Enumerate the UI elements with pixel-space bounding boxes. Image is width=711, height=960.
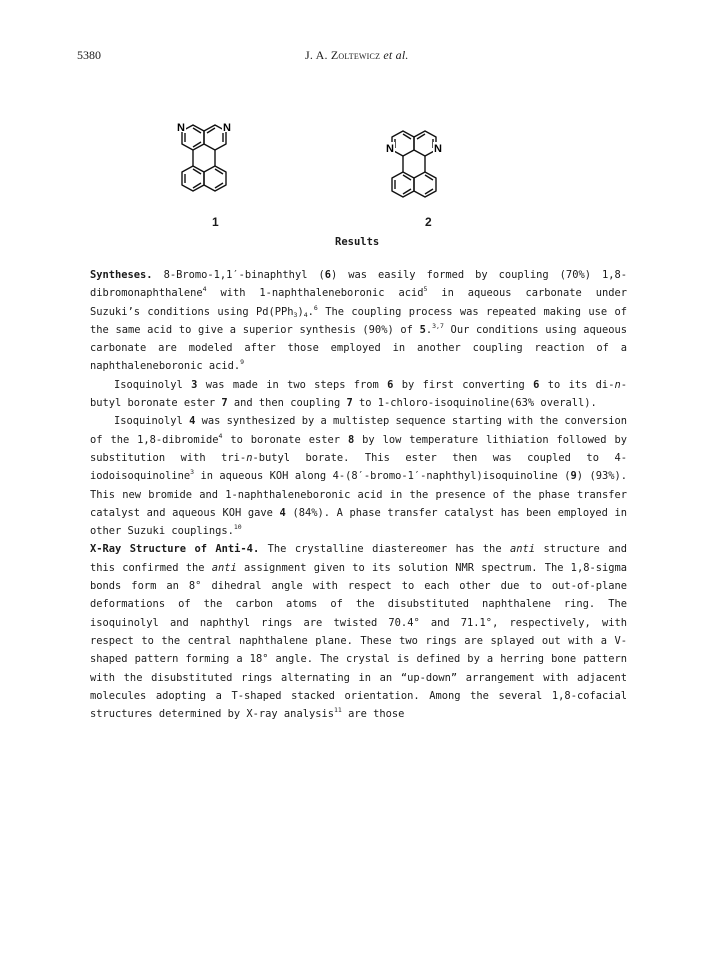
paragraph-isoquinolyl-4 — [90, 412, 627, 540]
paragraph-syntheses — [90, 266, 627, 376]
bold-run: 9 — [570, 470, 577, 483]
formula-subscript: 3 — [293, 310, 298, 319]
italic-run: anti — [211, 561, 237, 574]
text-run: ) (93%). This new bromide and 1-naphthaleneboronic acid in the presence of the phase transfer catalyst and aqueous KOH gave — [90, 470, 628, 519]
bold-run: 6 — [387, 378, 394, 391]
nitrogen-atom-label: N — [434, 143, 442, 155]
reference-superscript: 3,7 — [432, 321, 444, 330]
reference-superscript: 5 — [423, 285, 428, 294]
text-run: -butyl boronate ester — [90, 378, 627, 410]
italic-run: n — [614, 378, 621, 391]
nitrogen-atom-label: N — [223, 122, 231, 134]
text-run: by low temperature lithiation followed by substitution with tri- — [90, 433, 627, 464]
running-head-initials: J. A. — [305, 48, 328, 62]
compound-label-1: 1 — [212, 215, 219, 229]
text-run: to boronate ester — [222, 433, 348, 446]
text-run: Isoquinolyl — [114, 378, 192, 391]
bold-run: 8 — [347, 433, 355, 446]
bold-run: 6 — [533, 378, 540, 391]
text-run: are those — [341, 708, 405, 721]
text-run: structure and this confirmed the — [90, 543, 627, 574]
bold-run: 7 — [221, 397, 228, 410]
reference-superscript: 6 — [313, 303, 318, 312]
text-run: The crystalline diastereomer has the — [259, 543, 511, 556]
text-run: The coupling process was repeated making use of the same acid to give a superior synthesis (90%) of — [90, 305, 627, 336]
text-run: ) was easily formed by coupling (70%) 1,8-dibromonaphthalene — [90, 269, 627, 300]
bold-run: Syntheses. — [90, 269, 153, 281]
bold-run: 6 — [324, 269, 331, 281]
text-run: in aqueous carbonate under Suzuki’s conditions using Pd(PPh — [90, 287, 627, 318]
text-run: . — [307, 305, 314, 318]
chemical-structure-1 — [168, 92, 268, 222]
text-run: in aqueous KOH along 4-(8′-bromo-1′-naphthyl)isoquinoline ( — [194, 470, 571, 483]
reference-superscript: 3 — [190, 468, 195, 477]
bold-run: 5 — [419, 323, 426, 336]
reference-superscript: 9 — [240, 358, 245, 367]
paragraph-isoquinolyl-3 — [90, 376, 627, 413]
paragraph-xray-structure — [90, 540, 627, 723]
italic-run: n — [246, 451, 253, 464]
page-number: 5380 — [77, 48, 101, 62]
text-run: Our conditions using aqueous carbonate are modeled after those employed in another coupling reaction of a naphthaleneboronic acid. — [90, 323, 628, 373]
text-run: . — [425, 323, 433, 336]
text-run: Isoquinolyl — [114, 415, 190, 428]
reference-superscript: 10 — [233, 523, 242, 532]
italic-run: anti — [510, 543, 536, 556]
running-head — [305, 48, 409, 63]
bold-run: 7 — [346, 397, 353, 410]
body-text — [90, 266, 627, 723]
running-head-surname: Zoltewicz — [330, 48, 381, 62]
bold-run: 4 — [279, 506, 286, 519]
compound-label-2: 2 — [425, 215, 432, 229]
section-title: Results — [335, 236, 380, 248]
text-run: was synthesized by a multistep sequence starting with the conversion of the 1,8-dibromide — [90, 415, 627, 446]
text-run: with 1-naphthaleneboronic acid — [206, 287, 424, 300]
formula-subscript: 4 — [303, 310, 308, 319]
text-run: (84%). A phase transfer catalyst has been employed in other Suzuki couplings. — [90, 506, 627, 538]
chemical-structure-2 — [378, 98, 478, 228]
reference-superscript: 4 — [202, 285, 207, 294]
text-run: assignment given to its solution NMR spectrum. The 1,8-sigma bonds form an 8° dihedral angle with respect to each other due to out-of-plane deformations of the carbon atoms of the disubstituted naphthalene ring. The isoquinolyl and naphthyl rings are twisted 70.4° and 71.1°, respectively, with respect to the central naphthalene plane. These two rings are splayed out with a V-shaped pattern forming a 18° angle. The crystal is defined by a herring bone pattern with the disubstituted rings alternating in an “up-down” arrangement with adjacent molecules adopting a T-shaped stacked orientation. Among the several 1,8-cofacial structures determined by X-ray analysis — [90, 561, 627, 721]
bold-run: 4 — [189, 415, 196, 428]
text-run: by first converting — [393, 378, 534, 391]
text-run: 8-Bromo-1,1′-binaphthyl ( — [152, 269, 325, 281]
text-run: ) — [297, 305, 304, 318]
text-run: to 1-chloro-isoquinoline(63% overall). — [352, 397, 597, 410]
bold-run: 3 — [191, 378, 198, 391]
text-run: was made in two steps from — [197, 378, 388, 391]
reference-superscript: 11 — [333, 706, 342, 715]
nitrogen-atom-label: N — [386, 143, 394, 155]
nitrogen-atom-label: N — [177, 122, 185, 134]
reference-superscript: 4 — [218, 431, 223, 440]
bold-run: X-Ray Structure of Anti-4. — [90, 543, 260, 556]
text-run: -butyl borate. This ester then was coupled to 4-iodoisoquinoline — [90, 451, 627, 483]
running-head-etal: et al. — [383, 48, 409, 62]
text-run: to its di- — [539, 378, 615, 391]
text-run: and then coupling — [227, 397, 347, 410]
